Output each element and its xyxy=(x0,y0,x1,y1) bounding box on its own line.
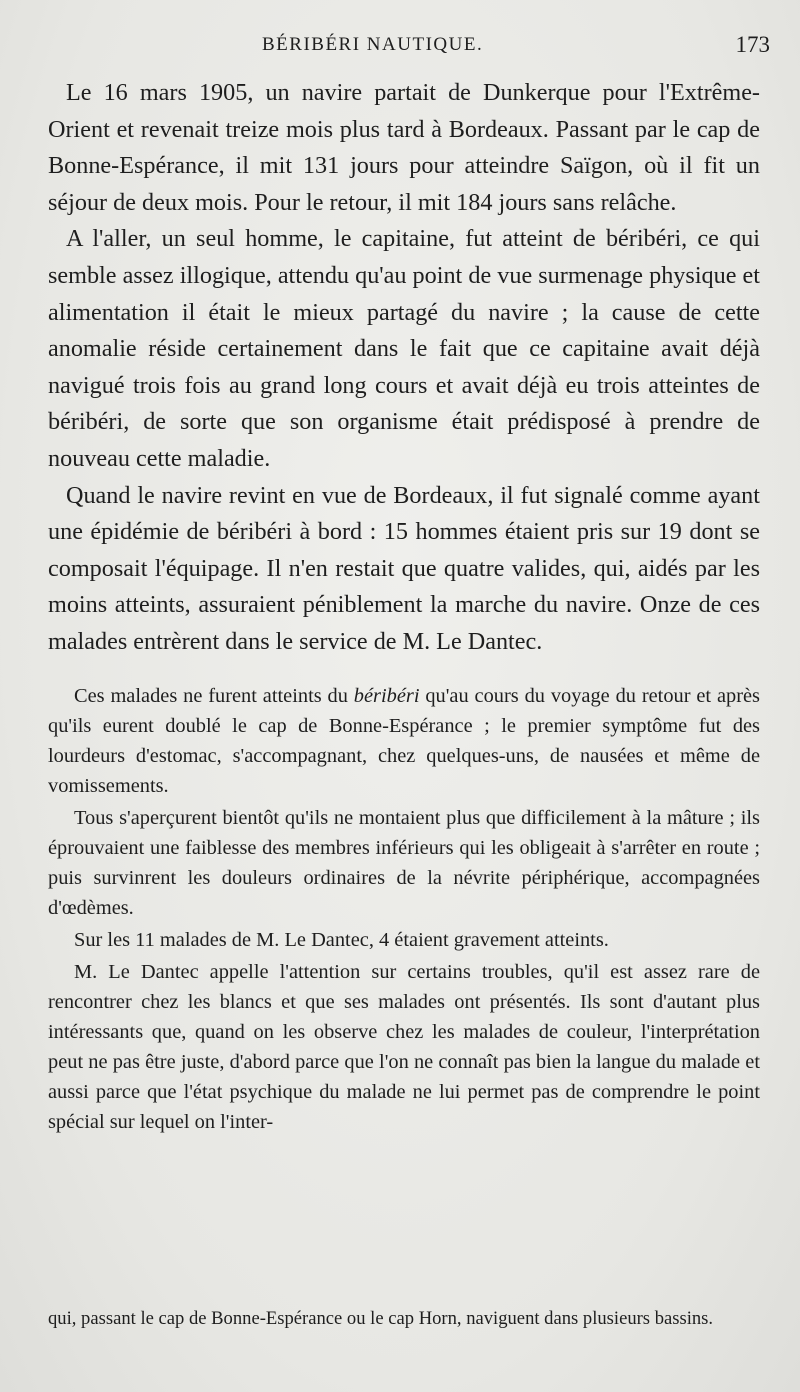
small-paragraph: Sur les 11 malades de M. Le Dantec, 4 étaient gravement atteints. xyxy=(74,928,609,951)
running-title: BÉRIBÉRI NAUTIQUE. xyxy=(262,34,484,55)
small-paragraph xyxy=(48,681,760,801)
small-paragraph: M. Le Dantec appelle l'attention sur certains troubles, qu'il est assez rare de rencontrer chez les blancs et que ses malades ont présentés. Ils sont d'autant plus intéressants que, quand on les observe chez les malades de couleur, l'interprétation peut ne pas être juste, d'abord parce que l'on ne connaît pas bien la langue du malade et aussi parce que l'état psychique du malade ne lui permet pas de comprendre le point spécial sur lequel on l'inter- xyxy=(48,960,760,1133)
paragraph: Quand le navire revint en vue de Bordeaux, il fut signalé comme ayant une épidémie de béribéri à bord : 15 hommes étaient pris sur 19 dont se composait l'équipage. Il n'en restait que quatre valides, qui, aidés par les moins atteints, assuraient péniblement la marche du navire. Onze de ces malades entrèrent dans le service de M. Le Dantec. xyxy=(48,481,760,655)
text-run: qu'au cours du voyage du retour et après qu'ils eurent doublé le cap de Bonne-Espérance ; le premier symptôme fut des lourdeurs d'estomac, s'accompagnant, chez quelques-uns, de nausées et même de vomissements. xyxy=(48,684,760,797)
page-body xyxy=(48,75,760,1139)
italic-term: béribéri xyxy=(353,684,420,707)
main-text xyxy=(48,75,760,661)
paragraph: A l'aller, un seul homme, le capitaine, fut atteint de béribéri, ce qui semble assez illogique, attendu qu'au point de vue surmenage physique et alimentation il était le mieux partagé du navire ; la cause de cette anomalie réside certainement dans le fait que ce capitaine avait déjà navigué trois fois au grand long cours et avait déjà eu trois atteintes de béribéri, de sorte que son organisme était prédisposé à prendre de nouveau cette maladie. xyxy=(48,225,760,472)
footnote: qui, passant le cap de Bonne-Espérance ou le cap Horn, naviguent dans plusieurs bassins. xyxy=(48,1308,714,1329)
page-header xyxy=(0,34,800,64)
small-print-section xyxy=(48,681,760,1137)
small-paragraph: Tous s'aperçurent bientôt qu'ils ne montaient plus que difficilement à la mâture ; ils éprouvaient une faiblesse des membres inférieurs qui les obligeait à s'arrêter en route ; puis survinrent les douleurs ordinaires de la névrite périphérique, accompagnées d'œdèmes. xyxy=(48,806,760,919)
paragraph: Le 16 mars 1905, un navire partait de Dunkerque pour l'Extrême-Orient et revenait treize mois plus tard à Bordeaux. Passant par le cap de Bonne-Espérance, il mit 131 jours pour atteindre Saïgon, où il fit un séjour de deux mois. Pour le retour, il mit 184 jours sans relâche. xyxy=(48,79,760,216)
text-run: Ces malades ne furent atteints du xyxy=(74,684,354,707)
page-number: 173 xyxy=(735,32,770,57)
